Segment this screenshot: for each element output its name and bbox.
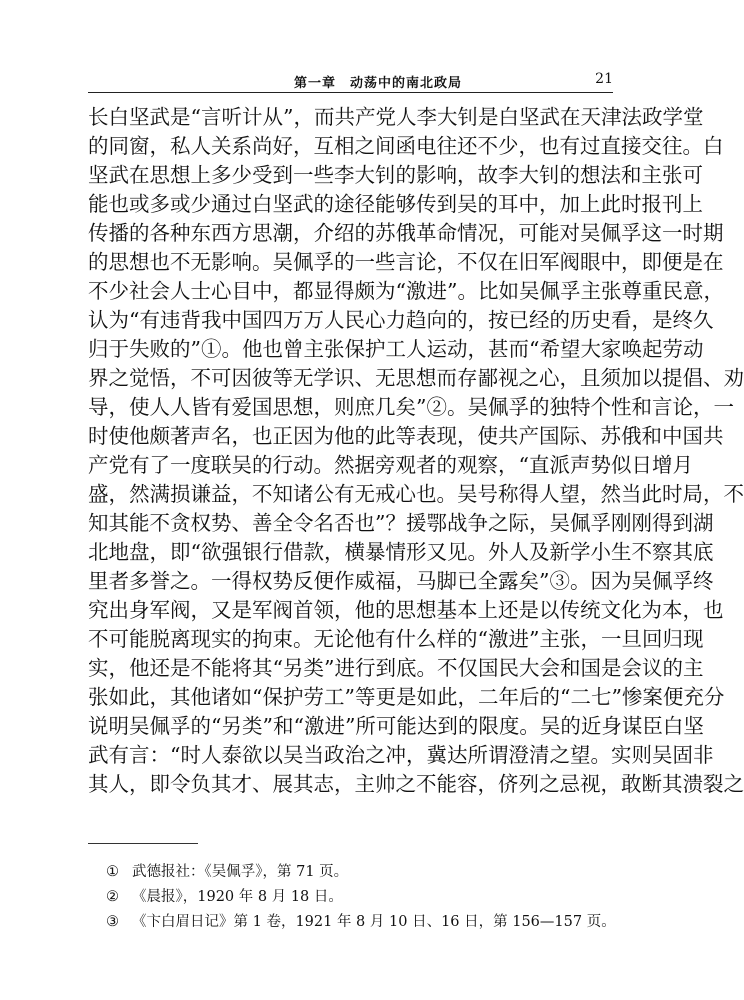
footnote-text: 《卞白眉日记》第 1 卷，1921 年 8 月 10 日、16 日，第 156—157 页。 [132, 914, 616, 930]
text-line: 时使他颇著声名，也正因为他的此等表现，使共产国际、苏俄和中国共 [88, 424, 724, 448]
text-line: 传播的各种东西方思潮，介绍的苏俄革命情况，可能对吴佩孚这一时期 [88, 221, 724, 245]
text-line: 知其能不贪权势、善全令名否也”？援鄂战争之际，吴佩孚刚刚得到湖 [88, 511, 714, 535]
text-line: 的同窗，私人关系尚好，互相之间函电往还不少，也有过直接交往。白 [88, 134, 724, 158]
footnotes [88, 860, 616, 935]
footnote [88, 910, 616, 935]
footnote-mark: ① [106, 864, 119, 880]
text-line: 究出身军阀，又是军阀首领，他的思想基本上还是以传统文化为本，也 [88, 598, 724, 622]
text-line: 不可能脱离现实的拘束。无论他有什么样的“激进”主张，一旦回归现 [88, 627, 704, 651]
text-line: 北地盘，即“欲强银行借款，横暴情形又见。外人及新学小生不察其底 [88, 540, 714, 564]
text-line: 认为“有违背我中国四万万人民心力趋向的，按已经的历史看，是终久 [88, 308, 714, 332]
text-line: 的思想也不无影响。吴佩孚的一些言论，不仅在旧军阀眼中，即便是在 [88, 250, 724, 274]
text-line: 归于失败的”①。他也曾主张保护工人运动，甚而“希望大家唤起劳动 [88, 337, 704, 361]
text-line: 能也或多或少通过白坚武的途径能够传到吴的耳中，加上此时报刊上 [88, 192, 703, 216]
footnote-divider [88, 843, 198, 844]
text-line: 坚武在思想上多少受到一些李大钊的影响，故李大钊的想法和主张可 [88, 163, 703, 187]
running-header [88, 70, 613, 93]
text-line: 不少社会人士心目中，都显得颇为“激进”。比如吴佩孚主张尊重民意， [88, 279, 724, 303]
text-line: 产党有了一度联吴的行动。然据旁观者的观察，“直派声势似日增月 [88, 453, 693, 477]
footnote [88, 885, 613, 910]
footnote-text: 《晨报》，1920 年 8 月 18 日。 [132, 889, 343, 905]
body-text [88, 103, 744, 799]
text-line: 其人，即令负其才、展其志，主帅之不能容，侪列之忌视，敢断其溃裂之 [88, 772, 744, 796]
footnote-mark: ② [106, 889, 119, 905]
text-line: 武有言：“时人泰欲以吴当政治之冲，冀达所谓澄清之望。实则吴固非 [88, 743, 714, 767]
running-title: 第一章 动荡中的南北政局 [294, 76, 463, 91]
text-line: 张如此，其他诸如“保护劳工”等更是如此，二年后的“二七”惨案便充分 [88, 685, 725, 709]
text-line: 盛，然满损谦益，不知诸公有无戒心也。吴号称得人望，然当此时局，不 [88, 482, 744, 506]
text-line: 实，他还是不能将其“另类”进行到底。不仅国民大会和国是会议的主 [88, 656, 704, 680]
footnote-text: 武德报社：《吴佩孚》，第 71 页。 [132, 864, 349, 880]
text-line: 说明吴佩孚的“另类”和“激进”所可能达到的限度。吴的近身谋臣白坚 [88, 714, 704, 738]
text-line: 界之觉悟，不可因彼等无学识、无思想而存鄙视之心，且须加以提倡、劝 [88, 366, 744, 390]
text-line: 导，使人人皆有爱国思想，则庶几矣”②。吴佩孚的独特个性和言论，一 [88, 395, 734, 419]
footnote [88, 860, 613, 885]
text-line: 长白坚武是“言听计从”，而共产党人李大钊是白坚武在天津法政学堂 [88, 105, 704, 129]
text-line: 里者多誉之。一得权势反便作威福，马脚已全露矣”③。因为吴佩孚终 [88, 569, 714, 593]
footnote-mark: ③ [106, 914, 119, 930]
page-number: 21 [595, 71, 613, 87]
